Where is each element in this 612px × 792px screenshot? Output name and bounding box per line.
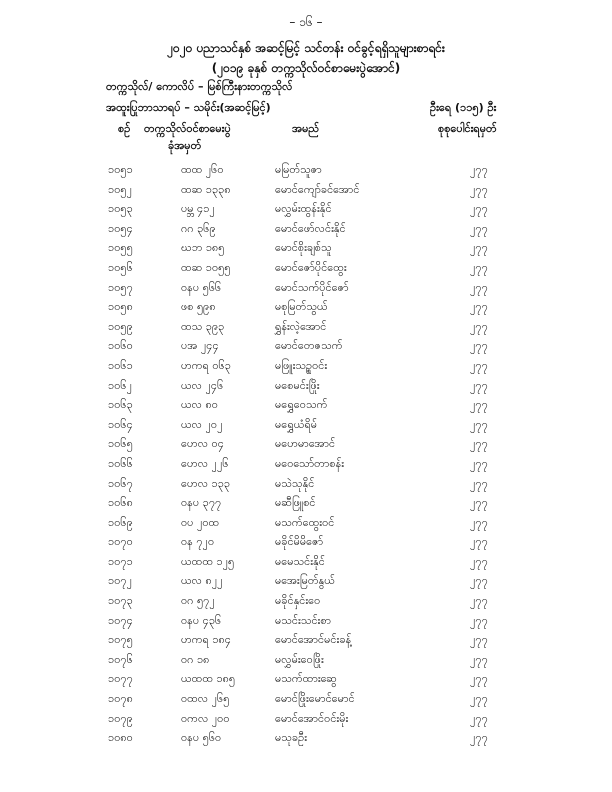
row-name: မအေးမြတ်နွယ် bbox=[275, 574, 335, 588]
row-name: မဆီဖြူစင် bbox=[275, 496, 316, 510]
table-row bbox=[0, 712, 612, 732]
row-reg-number: ဟေလ ၁၃၃ bbox=[181, 476, 231, 490]
row-number: ၁၀၇၉ bbox=[108, 711, 133, 725]
row-reg-number: ဝနပ ၅၆၀ bbox=[181, 731, 222, 745]
row-reg-number: ထဆ ၁၀၅၅ bbox=[181, 260, 231, 274]
row-reg-number: ဖစ ၅၉၈ bbox=[181, 300, 216, 314]
row-reg-number: ဝကလ ၂၀၀ bbox=[181, 711, 230, 725]
row-reg-number: ထထ ၂၆၀ bbox=[181, 163, 224, 176]
row-reg-number: ယလ ၈၀ bbox=[181, 398, 218, 412]
row-number: ၁၀၇၁ bbox=[108, 554, 133, 568]
row-name: မဟေမာအောင် bbox=[275, 437, 336, 451]
row-number: ၁၀၇၀ bbox=[108, 535, 133, 549]
row-name: မောင်အောင်မင်းခန့် bbox=[275, 633, 352, 647]
table-row bbox=[0, 281, 612, 301]
table-row bbox=[0, 261, 612, 281]
row-name: မမေသင်းနိုင် bbox=[275, 554, 325, 568]
row-total: ၂၇၇ bbox=[470, 613, 488, 627]
row-number: ၁၀၇၂ bbox=[108, 574, 132, 588]
table-row bbox=[0, 241, 612, 261]
row-name: မောင်ကျော်ခင်အောင် bbox=[275, 182, 360, 196]
row-name: မဝေသော်တာစန်း bbox=[275, 456, 345, 470]
row-reg-number: ယထထ ၁၂၅ bbox=[181, 554, 235, 568]
row-number: ၁၀၆၃ bbox=[108, 398, 133, 412]
row-total: ၂၇၇ bbox=[470, 417, 488, 431]
row-reg-number: ပအ ၂၄၄ bbox=[181, 339, 219, 353]
row-total: ၂၇၇ bbox=[470, 300, 488, 314]
table-row bbox=[0, 300, 612, 320]
table-row bbox=[0, 672, 612, 692]
row-name: မရွှေဝေသက် bbox=[275, 398, 328, 412]
row-total: ၂၇၇ bbox=[470, 339, 488, 353]
table-row bbox=[0, 633, 612, 653]
row-number: ၁၀၇၅ bbox=[108, 633, 133, 647]
row-total: ၂၇၇ bbox=[470, 652, 488, 666]
document-subtitle: (၂၀၁၉ ခုနှစ် တက္ကသိုလ်ဝင်စာမေးပွဲအောင်) bbox=[211, 61, 401, 75]
row-number: ၁၀၆၄ bbox=[108, 417, 133, 431]
row-number: ၁၀၆၈ bbox=[108, 496, 133, 510]
row-total: ၂၇၇ bbox=[470, 456, 488, 470]
table-row bbox=[0, 535, 612, 555]
row-total: ၂၇၇ bbox=[470, 594, 488, 608]
row-reg-number: ဝထလ ၂၆၅ bbox=[181, 692, 230, 706]
row-name: မသင်းသင်းစာ bbox=[275, 613, 332, 627]
table-row bbox=[0, 379, 612, 399]
row-name: မလွှမ်းဝေဖြိုး bbox=[275, 652, 324, 666]
row-total: ၂၇၇ bbox=[470, 398, 488, 412]
header-name: အမည် bbox=[292, 122, 320, 135]
row-reg-number: ဝဂ ၅၇၂ bbox=[181, 594, 215, 608]
row-reg-number: ဟေလ ၀၄ bbox=[181, 437, 224, 451]
row-name: မဖြူးသဉ္စဝင်း bbox=[275, 358, 328, 372]
row-total: ၂၇၇ bbox=[470, 574, 488, 588]
table-row bbox=[0, 202, 612, 222]
table-row bbox=[0, 496, 612, 516]
row-number: ၁၀၅၉ bbox=[108, 319, 133, 333]
row-name: မသက်ထားဆွေ bbox=[275, 672, 337, 686]
row-reg-number: ဂဂ ၃၆၉ bbox=[181, 221, 216, 235]
row-number: ၁၀၅၈ bbox=[108, 300, 133, 314]
row-total: ၂၇၇ bbox=[470, 496, 488, 510]
row-total: ၂၇၇ bbox=[470, 633, 488, 647]
row-number: ၁၀၆၂ bbox=[108, 378, 132, 392]
row-reg-number: ယလ ၈၂၂ bbox=[181, 574, 223, 588]
major-label: အထူးပြုဘာသာရပ် – သမိုင်း(အဆင့်မြင့်) bbox=[106, 101, 271, 114]
row-name: မစုမြတ်သွယ် bbox=[275, 300, 328, 314]
row-number: ၁၀၆၆ bbox=[108, 456, 133, 470]
row-name: မရွှေယံရိမ် bbox=[275, 417, 318, 431]
row-reg-number: ဟေလ ၂၂၆ bbox=[181, 456, 229, 470]
row-name: မမြတ်သူဇာ bbox=[275, 163, 322, 176]
table-row bbox=[0, 163, 612, 183]
row-name: မခိုင်နှင်းဝေ bbox=[275, 594, 321, 608]
table-row bbox=[0, 574, 612, 594]
row-number: ၁၀၅၁ bbox=[108, 163, 133, 176]
row-total: ၂၇၇ bbox=[470, 731, 488, 745]
table-row bbox=[0, 555, 612, 575]
row-name: မောင်စိုးချစ်သူ bbox=[275, 241, 332, 255]
row-total: ၂၇၇ bbox=[470, 163, 488, 176]
row-number: ၁၀၅၄ bbox=[108, 221, 133, 235]
row-total: ၂၇၇ bbox=[470, 437, 488, 451]
university-label: တက္ကသိုလ်/ ကောလိပ် – မြစ်ကြီးနားတက္ကသိုလ် bbox=[106, 80, 293, 93]
row-total: ၂၇၇ bbox=[470, 202, 488, 216]
row-reg-number: ဝနပ ၅၆၆ bbox=[181, 280, 222, 294]
row-total: ၂၇၇ bbox=[470, 182, 488, 196]
row-total: ၂၇၇ bbox=[470, 260, 488, 274]
row-number: ၁၀၈၀ bbox=[108, 731, 133, 745]
table-row bbox=[0, 731, 612, 751]
row-name: မစေမင်းဖြိုး bbox=[275, 378, 320, 392]
row-name: မသုခဦး bbox=[275, 731, 308, 745]
row-name: မောင်ဖြိုးမောင်မောင် bbox=[275, 692, 355, 706]
row-number: ၁၀၅၂ bbox=[108, 182, 132, 196]
table-row bbox=[0, 418, 612, 438]
row-name: မောင်အောင်ဝင်းမိုး bbox=[275, 711, 349, 725]
table-row bbox=[0, 692, 612, 712]
table-row bbox=[0, 398, 612, 418]
row-total: ၂၇၇ bbox=[470, 358, 488, 372]
row-total: ၂၇၇ bbox=[470, 378, 488, 392]
table-row bbox=[0, 222, 612, 242]
total-count: ဦးရေ (၁၁၅) ဦး bbox=[430, 101, 497, 114]
row-reg-number: ထသ ၃၉၃ bbox=[181, 319, 225, 333]
table-row bbox=[0, 359, 612, 379]
header-total: စုစုပေါင်းရမှတ် bbox=[438, 122, 497, 135]
row-total: ၂၇၇ bbox=[470, 515, 488, 529]
row-name: မောင်သက်ပိုင်ဇော် bbox=[275, 280, 349, 294]
table-row bbox=[0, 516, 612, 536]
row-name: မခိုင်မိမိဇော် bbox=[275, 535, 324, 549]
row-number: ၁၀၇၄ bbox=[108, 613, 133, 627]
row-reg-number: ဃဘ ၁၈၅ bbox=[181, 241, 225, 255]
row-reg-number: ဝဂ ၁၈ bbox=[181, 652, 210, 666]
row-total: ၂၇၇ bbox=[470, 672, 488, 686]
table-row bbox=[0, 594, 612, 614]
row-total: ၂၇၇ bbox=[470, 280, 488, 294]
row-reg-number: ဝနပ ၃၇၇ bbox=[181, 496, 222, 510]
row-reg-number: ဟကရ ၀၆၃ bbox=[181, 358, 231, 372]
row-name: မောင်ဇော်ပိုင်ထွေး bbox=[275, 260, 347, 274]
row-name: မလွှမ်းထွန်းနိုင် bbox=[275, 202, 332, 216]
table-row bbox=[0, 320, 612, 340]
row-name: မသက်ထွေးဝင် bbox=[275, 515, 335, 529]
table-row bbox=[0, 477, 612, 497]
row-number: ၁၀၆၀ bbox=[108, 339, 133, 353]
row-number: ၁၀၇၆ bbox=[108, 652, 133, 666]
row-total: ၂၇၇ bbox=[470, 692, 488, 706]
document-title: ၂၀၂၀ ပညာသင်နှစ် အဆင့်မြင့် သင်တန်း ဝင်ခွင့်ရရှိသူများစာရင်း bbox=[167, 41, 445, 55]
row-total: ၂၇၇ bbox=[470, 476, 488, 490]
row-number: ၁၀၅၃ bbox=[108, 202, 133, 216]
row-number: ၁၀၅၇ bbox=[108, 280, 133, 294]
header-reg-line2: ခုံအမှတ် bbox=[168, 139, 202, 152]
row-reg-number: ဝပ ၂၀ထ bbox=[181, 515, 220, 529]
row-number: ၁၀၆၁ bbox=[108, 358, 133, 372]
row-reg-number: ဝနပ ၄၃၆ bbox=[181, 613, 222, 627]
row-name: ရွှန်းလဲ့အောင် bbox=[275, 319, 327, 333]
row-total: ၂၇၇ bbox=[470, 535, 488, 549]
row-number: ၁၀၅၆ bbox=[108, 260, 133, 274]
row-total: ၂၇၇ bbox=[470, 554, 488, 568]
row-total: ၂၇၇ bbox=[470, 319, 488, 333]
table-row bbox=[0, 457, 612, 477]
row-number: ၁၀၅၅ bbox=[108, 241, 133, 255]
row-reg-number: ယလ ၂၄၆ bbox=[181, 378, 224, 392]
row-name: မသဲသုနိုင် bbox=[275, 476, 315, 490]
page-number: – ၁၆ – bbox=[289, 15, 323, 29]
row-name: မောင်ဖော်လင်းနိုင် bbox=[275, 221, 346, 235]
row-number: ၁၀၇၃ bbox=[108, 594, 133, 608]
row-name: မောင်တေဇသက် bbox=[275, 339, 343, 353]
row-reg-number: ယထထ ၁၈၅ bbox=[181, 672, 236, 686]
results-table bbox=[0, 163, 612, 751]
row-number: ၁၀၆၅ bbox=[108, 437, 133, 451]
table-row bbox=[0, 183, 612, 203]
table-row bbox=[0, 437, 612, 457]
table-row bbox=[0, 653, 612, 673]
row-total: ၂၇၇ bbox=[470, 221, 488, 235]
row-total: ၂၇၇ bbox=[470, 241, 488, 255]
row-reg-number: ဟကရ ၁၈၄ bbox=[181, 633, 231, 647]
row-reg-number: ပမ္ဘ ၄၁၂ bbox=[181, 202, 215, 216]
header-no: စဉ် bbox=[118, 122, 131, 135]
row-number: ၁၀၇၇ bbox=[108, 672, 133, 686]
row-number: ၁၀၇၈ bbox=[108, 692, 133, 706]
row-reg-number: ဝန ၇၂၀ bbox=[181, 535, 215, 549]
row-total: ၂၇၇ bbox=[470, 711, 488, 725]
row-number: ၁၀၆၇ bbox=[108, 476, 133, 490]
table-row bbox=[0, 614, 612, 634]
row-reg-number: ယလ ၂၀၂ bbox=[181, 417, 223, 431]
header-reg-line1: တက္ကသိုလ်ဝင်စာမေးပွဲ bbox=[144, 122, 231, 135]
row-number: ၁၀၆၉ bbox=[108, 515, 133, 529]
row-reg-number: ထဆ ၁၃၃၈ bbox=[181, 182, 231, 196]
table-row bbox=[0, 339, 612, 359]
